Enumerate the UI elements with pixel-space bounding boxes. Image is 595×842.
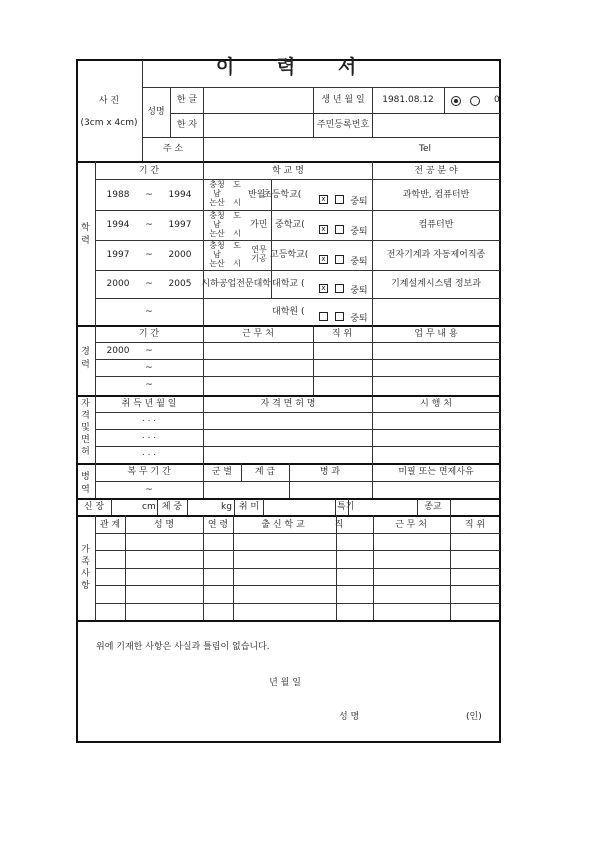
rule — [234, 499, 235, 515]
military-arm-header: 병 과 — [319, 467, 341, 477]
graduated-checkbox[interactable]: x — [319, 195, 328, 204]
name-label: 성명 — [147, 107, 165, 117]
rule — [313, 325, 314, 395]
rule — [450, 499, 451, 515]
edu-checks — [318, 278, 368, 297]
region-province: 충청 — [209, 211, 225, 220]
rule — [142, 60, 143, 161]
edu-start: 1994 — [106, 220, 130, 230]
military-rank-header: 계 급 — [254, 467, 276, 477]
religion-label: 종교 — [424, 502, 442, 512]
unit-do: 도 — [233, 180, 241, 189]
license-date-marks: . . . — [141, 414, 157, 424]
edu-start: 2000 — [106, 279, 130, 289]
rule — [95, 585, 500, 586]
rule — [95, 359, 500, 360]
radio-extra-label: 0 — [494, 95, 500, 105]
rule — [444, 87, 445, 113]
rule — [77, 515, 500, 517]
birth-label: 생 년 월 일 — [321, 95, 365, 105]
career-period-header: 기 간 — [138, 329, 160, 339]
rule — [241, 463, 242, 481]
edu-major[interactable]: 과학반, 컴퓨터반 — [402, 190, 470, 200]
edu-checks — [318, 249, 368, 268]
photo-size: (3cm x 4cm) — [80, 118, 138, 128]
rule — [95, 533, 500, 534]
edu-level: 초등학교( — [263, 190, 302, 200]
hobby-label: 취 미 — [238, 502, 260, 512]
rule — [95, 210, 500, 211]
rule — [95, 446, 500, 447]
license-date-marks: . . . — [141, 431, 157, 441]
dropout-label: 중퇴 — [350, 314, 368, 324]
rule — [143, 87, 500, 88]
rule — [313, 87, 314, 137]
edu-major-header: 전 공 분 야 — [414, 166, 458, 176]
region-city: 논산 — [209, 229, 225, 238]
calendar-lunar-radio[interactable] — [470, 96, 480, 106]
career-duty-header: 업 무 내 용 — [414, 329, 458, 339]
military-tilde: ~ — [145, 485, 153, 495]
rule — [170, 87, 171, 137]
military-branch-header: 군 별 — [211, 467, 233, 477]
edu-tilde: ~ — [145, 190, 153, 200]
edu-end: 2005 — [168, 279, 192, 289]
edu-tilde: ~ — [145, 220, 153, 230]
rule — [335, 499, 336, 515]
id-number-label: 주민등록번호 — [316, 120, 370, 130]
birth-value[interactable]: 1981.08.12 — [382, 95, 434, 105]
edu-region — [204, 180, 230, 207]
rule — [95, 481, 500, 482]
license-date-header: 취 득 년 월 일 — [121, 399, 177, 409]
rule — [95, 161, 96, 325]
license-section-label: 자격및면허 — [81, 399, 90, 457]
edu-end: 2000 — [168, 250, 192, 260]
signature-label: 성 명 — [339, 712, 360, 722]
rule — [77, 395, 500, 397]
family-career-header: 직 — [334, 520, 344, 530]
rule — [95, 325, 96, 395]
edu-region — [204, 241, 230, 268]
dropout-checkbox[interactable] — [335, 255, 344, 264]
edu-region-unit — [230, 241, 244, 268]
region-sub: 남 — [213, 250, 221, 259]
dropout-checkbox[interactable] — [335, 195, 344, 204]
rule — [372, 463, 373, 498]
edu-checks — [318, 306, 368, 325]
career-tilde: ~ — [145, 363, 153, 373]
rule — [187, 499, 188, 515]
unit-si: 시 — [233, 198, 241, 207]
rule — [373, 515, 374, 620]
career-workplace-header: 근 무 처 — [242, 329, 274, 339]
statement: 위에 기재한 사항은 사실과 틀림이 없습니다. — [96, 642, 270, 652]
dropout-label: 중퇴 — [350, 286, 368, 296]
rule — [125, 515, 126, 620]
rule — [95, 342, 500, 343]
edu-level: 중학교( — [275, 220, 305, 230]
hangul-label: 한 글 — [176, 95, 198, 105]
edu-level: 대학교 ( — [272, 279, 305, 289]
career-start: 2000 — [106, 346, 130, 356]
license-name-header: 자 격 면 허 명 — [260, 399, 316, 409]
rule — [95, 429, 500, 430]
region-province: 충청 — [209, 180, 225, 189]
rule — [203, 515, 204, 620]
edu-school-name[interactable]: 연무 기공 — [251, 245, 267, 263]
hangul-name-field[interactable] — [204, 88, 312, 112]
rule — [233, 515, 234, 620]
career-tilde: ~ — [145, 346, 153, 356]
rule — [289, 463, 290, 498]
talent-label: 특기 — [337, 502, 355, 512]
rule — [95, 376, 500, 377]
title-char: 이 — [215, 56, 237, 78]
career-section-label: 경력 — [81, 347, 90, 370]
rule — [95, 179, 500, 180]
edu-end: 1997 — [168, 220, 192, 230]
rule — [263, 499, 264, 515]
edu-level: 고등학교( — [270, 250, 309, 260]
id-number-field[interactable] — [373, 114, 499, 136]
military-exempt-header: 미필 또는 면제사유 — [398, 467, 474, 477]
edu-major[interactable]: 기계설계시스템 정보과 — [391, 279, 481, 289]
edu-major[interactable]: 컴퓨터반 — [418, 220, 454, 230]
military-period-header: 복 무 기 간 — [127, 467, 171, 477]
rule — [417, 499, 418, 515]
rule — [77, 161, 500, 163]
family-position-header: 직 위 — [464, 520, 486, 530]
family-section-label: 가족사항 — [81, 545, 90, 591]
height-label: 신 장 — [83, 502, 105, 512]
hanja-label: 한 자 — [176, 120, 198, 130]
career-position-header: 직 위 — [331, 329, 353, 339]
tel-label: Tel — [418, 144, 432, 154]
edu-school-name[interactable]: 가민 — [250, 220, 268, 230]
region-city: 논산 — [209, 259, 225, 268]
region-province: 충청 — [209, 241, 225, 250]
region-city: 논산 — [209, 198, 225, 207]
rule — [95, 412, 500, 413]
rule — [95, 270, 500, 271]
edu-school-name[interactable]: 시하공업전문대학 — [201, 279, 271, 289]
license-date-marks: . . . — [141, 448, 157, 458]
weight-unit: kg — [221, 502, 232, 512]
rule — [111, 499, 112, 515]
edu-region — [204, 211, 230, 238]
rule — [372, 395, 373, 463]
edu-tilde: ~ — [145, 250, 153, 260]
military-section-label: 병역 — [81, 472, 90, 495]
weight-label: 체 중 — [161, 502, 183, 512]
rule — [95, 550, 500, 551]
family-school-header: 출 신 학 교 — [261, 520, 305, 530]
dropout-label: 중퇴 — [350, 227, 368, 237]
career-tilde: ~ — [145, 380, 153, 390]
dropout-checkbox[interactable] — [335, 225, 344, 234]
unit-si: 시 — [233, 229, 241, 238]
edu-period-header: 기 간 — [138, 166, 160, 176]
edu-tilde: ~ — [145, 279, 153, 289]
edu-level: 대학원 ( — [272, 307, 305, 317]
title-char: 서 — [337, 56, 359, 78]
unit-si: 시 — [233, 259, 241, 268]
edu-checks — [318, 189, 368, 208]
graduated-checkbox[interactable]: x — [319, 255, 328, 264]
photo-label: 사 진 — [98, 96, 120, 106]
rule — [203, 463, 204, 498]
height-unit: cm — [142, 502, 156, 512]
rule — [203, 395, 204, 463]
edu-start: 1997 — [106, 250, 130, 260]
rule — [77, 498, 500, 500]
rule — [77, 620, 500, 622]
title-char: 력 — [276, 56, 298, 78]
rule — [95, 568, 500, 569]
edu-start: 1988 — [106, 190, 130, 200]
family-workplace-header: 근 무 처 — [395, 520, 427, 530]
region-sub: 남 — [213, 189, 221, 198]
edu-tilde: ~ — [145, 307, 153, 317]
family-age-header: 연 령 — [207, 520, 229, 530]
rule — [450, 515, 451, 620]
calendar-solar-radio[interactable] — [451, 96, 461, 106]
edu-checks — [318, 219, 368, 238]
unit-do: 도 — [233, 241, 241, 250]
edu-region-unit — [230, 180, 244, 207]
hanja-name-field[interactable] — [204, 114, 312, 136]
rule — [95, 603, 500, 604]
unit-do: 도 — [233, 211, 241, 220]
graduated-checkbox[interactable]: x — [319, 225, 328, 234]
rule — [372, 325, 373, 395]
dropout-label: 중퇴 — [350, 197, 368, 207]
address-field[interactable] — [204, 138, 404, 160]
rule — [95, 240, 500, 241]
graduated-checkbox[interactable]: x — [319, 284, 328, 293]
rule — [203, 325, 204, 395]
edu-region-unit — [230, 211, 244, 238]
dropout-label: 중퇴 — [350, 257, 368, 267]
dropout-checkbox[interactable] — [335, 284, 344, 293]
education-section-label: 학력 — [81, 223, 90, 246]
address-label: 주 소 — [162, 144, 184, 154]
rule — [372, 161, 373, 325]
edu-end: 1994 — [168, 190, 192, 200]
edu-major[interactable]: 전자기계과 자동제어직종 — [386, 250, 486, 260]
edu-school-header: 학 교 명 — [272, 166, 304, 176]
rule — [77, 325, 500, 327]
date-line: 년 월 일 — [269, 678, 301, 688]
rule — [95, 298, 500, 299]
license-issuer-header: 시 행 처 — [420, 399, 452, 409]
graduated-checkbox[interactable] — [319, 312, 328, 321]
family-name-header: 성 명 — [153, 520, 175, 530]
family-relation-header: 관 계 — [99, 520, 121, 530]
dropout-checkbox[interactable] — [335, 312, 344, 321]
seal-mark: (인) — [466, 712, 482, 722]
rule — [157, 499, 158, 515]
region-sub: 남 — [213, 220, 221, 229]
edu-school-name[interactable]: 반월 — [248, 190, 266, 200]
